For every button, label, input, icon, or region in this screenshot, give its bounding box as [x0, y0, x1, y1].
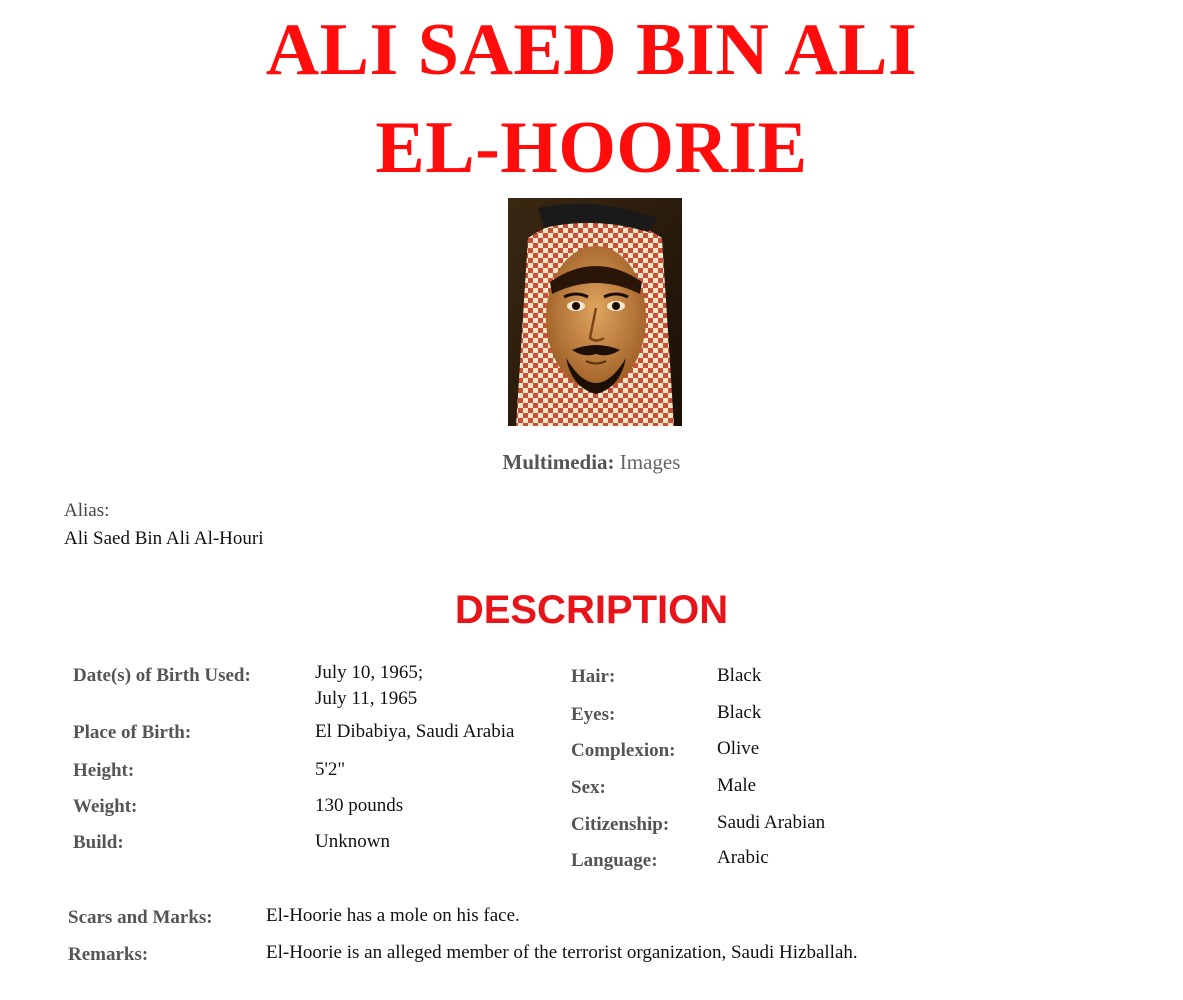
place-of-birth-label: Place of Birth: — [73, 722, 192, 743]
height-label: Height: — [73, 760, 135, 781]
scars-label: Scars and Marks: — [68, 907, 213, 928]
hair-label: Hair: — [571, 666, 616, 687]
citizenship-value: Saudi Arabian — [717, 812, 826, 833]
language-value: Arabic — [717, 847, 769, 868]
complexion-label: Complexion: — [571, 740, 676, 761]
height-value: 5'2" — [315, 759, 346, 780]
dob-value-2: July 11, 1965 — [315, 688, 418, 709]
dob-value-1: July 10, 1965; — [315, 662, 424, 683]
complexion-value: Olive — [717, 738, 760, 759]
weight-value: 130 pounds — [315, 795, 404, 816]
name-title-line-1: ALI SAED BIN ALI — [265, 9, 918, 91]
alias-value: Ali Saed Bin Ali Al-Houri — [64, 528, 264, 549]
name-title-line-2: EL-HOORIE — [375, 107, 808, 189]
sex-value: Male — [717, 775, 757, 796]
citizenship-label: Citizenship: — [571, 814, 670, 835]
multimedia-label: Multimedia: — [502, 450, 615, 474]
weight-label: Weight: — [73, 796, 138, 817]
eyes-value: Black — [717, 702, 762, 723]
alias-label: Alias: — [64, 500, 110, 521]
place-of-birth-value: El Dibabiya, Saudi Arabia — [315, 721, 515, 742]
multimedia-images-link[interactable]: Images — [619, 450, 681, 474]
language-label: Language: — [571, 850, 658, 871]
eyes-label: Eyes: — [571, 704, 616, 725]
build-label: Build: — [73, 832, 124, 853]
portrait-photo — [508, 198, 682, 426]
remarks-label: Remarks: — [68, 944, 149, 965]
build-value: Unknown — [315, 831, 390, 852]
dob-label: Date(s) of Birth Used: — [73, 665, 251, 686]
scars-value: El-Hoorie has a mole on his face. — [266, 905, 520, 926]
multimedia-line — [0, 450, 1183, 475]
remarks-value: El-Hoorie is an alleged member of the terrorist organization, Saudi Hizballah. — [266, 942, 858, 963]
sex-label: Sex: — [571, 777, 606, 798]
description-heading: DESCRIPTION — [454, 588, 729, 632]
portrait-image — [508, 198, 682, 426]
hair-value: Black — [717, 665, 762, 686]
